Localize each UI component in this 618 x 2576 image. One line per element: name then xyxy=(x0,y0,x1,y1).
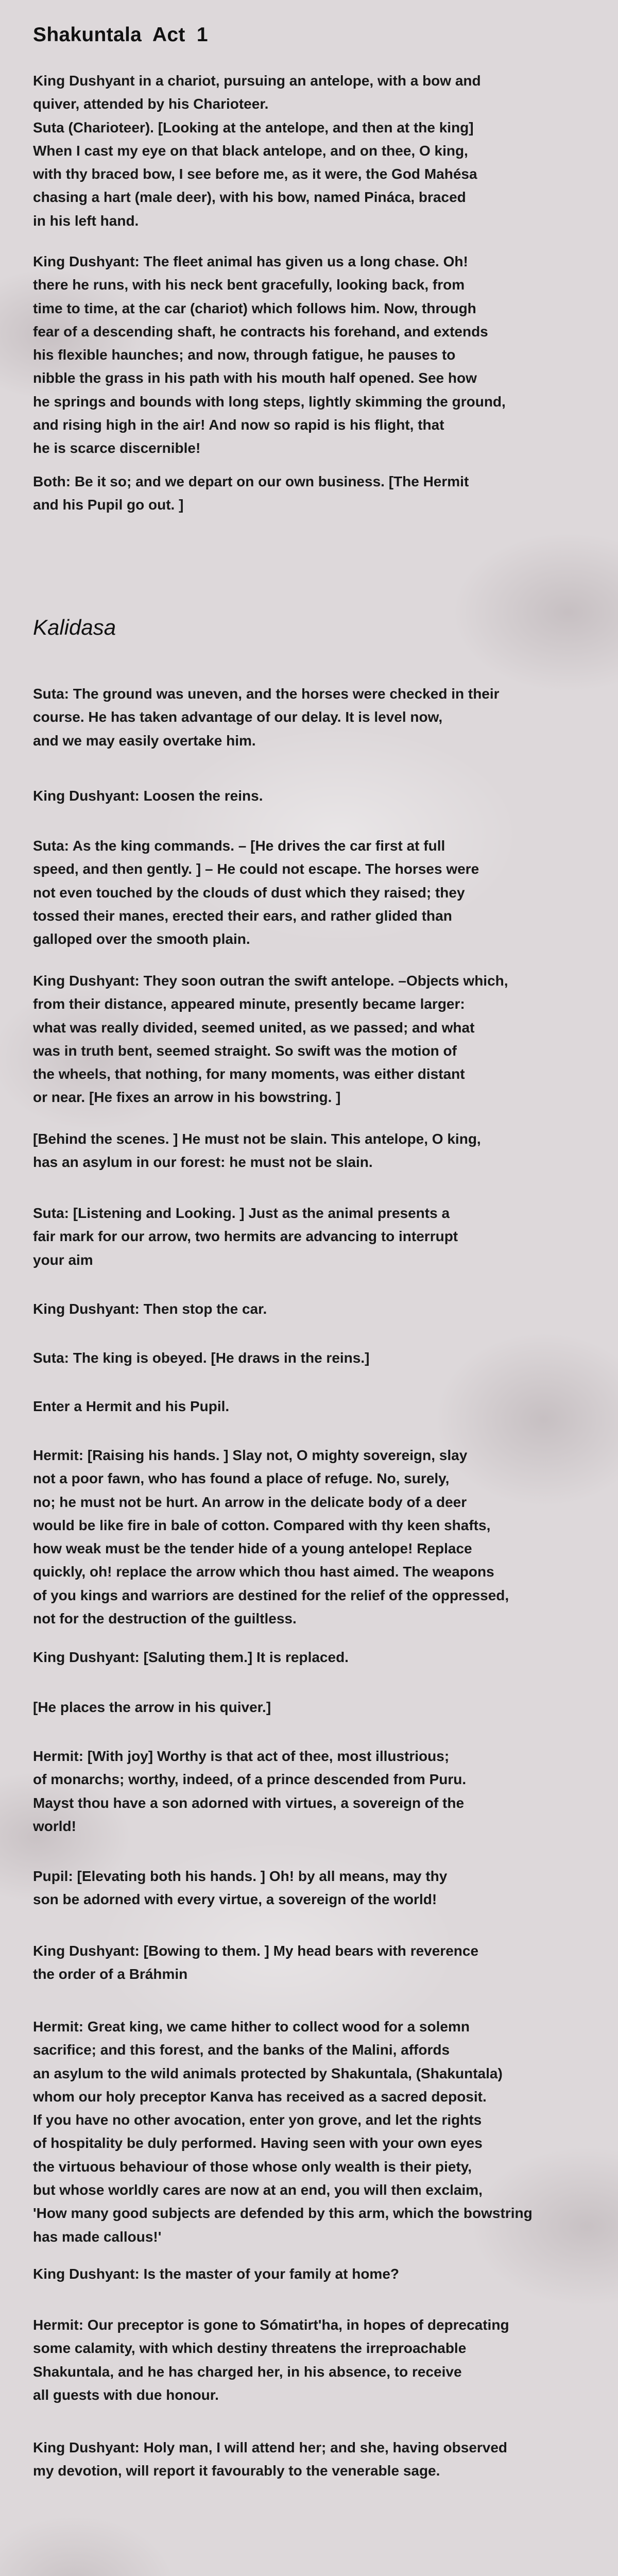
text-line: what was really divided, seemed united, as we passed; and what xyxy=(33,1019,475,1036)
text-line: was in truth bent, seemed straight. So swift was the motion of xyxy=(33,1042,457,1059)
paragraph xyxy=(33,2262,610,2285)
paragraph xyxy=(33,1297,610,1320)
text-line: has made callous!' xyxy=(33,2228,162,2245)
text-line: of you kings and warriors are destined for the relief of the oppressed, xyxy=(33,1587,509,1603)
paragraph xyxy=(33,69,610,232)
text-line: sacrifice; and this forest, and the banks of the Malini, affords xyxy=(33,2042,450,2058)
poem-title: Shakuntala Act 1 xyxy=(33,24,208,46)
text-line: all guests with due honour. xyxy=(33,2386,219,2403)
paragraph xyxy=(33,1444,610,1630)
text-line: world! xyxy=(33,1818,76,1834)
text-line: an asylum to the wild animals protected by Shakuntala, (Shakuntala) xyxy=(33,2065,503,2081)
text-line: quiver, attended by his Charioteer. xyxy=(33,96,269,112)
text-line: Suta: As the king commands. – [He drives the car first at full xyxy=(33,838,445,854)
text-line: your aim xyxy=(33,1251,93,1268)
paragraph xyxy=(33,2313,610,2406)
text-line: [Behind the scenes. ] He must not be slain. This antelope, O king, xyxy=(33,1131,481,1147)
text-line: in his left hand. xyxy=(33,212,139,229)
text-line: time to time, at the car (chariot) which follows him. Now, through xyxy=(33,300,476,316)
text-line: or near. [He fixes an arrow in his bowstring. ] xyxy=(33,1089,341,1106)
paragraph xyxy=(33,1744,610,1838)
text-line: no; he must not be hurt. An arrow in the delicate body of a deer xyxy=(33,1494,467,1510)
text-line: Mayst thou have a son adorned with virtues, a sovereign of the xyxy=(33,1794,465,1811)
text-line: of hospitality be duly performed. Having seen with your own eyes xyxy=(33,2135,483,2151)
text-line: King Dushyant in a chariot, pursuing an antelope, with a bow and xyxy=(33,73,481,89)
text-line: Both: Be it so; and we depart on our own business. [The Hermit xyxy=(33,473,469,489)
paragraph xyxy=(33,250,610,460)
text-line: has an asylum in our forest: he must not be slain. xyxy=(33,1154,373,1171)
text-line: [He places the arrow in his quiver.] xyxy=(33,1699,271,1715)
paragraph xyxy=(33,470,610,517)
text-line: Hermit: Our preceptor is gone to Sómatirt'ha, in hopes of deprecating xyxy=(33,2317,509,2333)
text-line: King Dushyant: The fleet animal has given us a long chase. Oh! xyxy=(33,253,468,269)
text-line: Suta: The ground was uneven, and the horses were checked in their xyxy=(33,686,500,702)
text-line: the virtuous behaviour of those whose only wealth is their piety, xyxy=(33,2158,472,2175)
text-line: my devotion, will report it favourably to the venerable sage. xyxy=(33,2463,440,2479)
text-line: Pupil: [Elevating both his hands. ] Oh! by all means, may thy xyxy=(33,1868,448,1884)
text-line: would be like fire in bale of cotton. Compared with thy keen shafts, xyxy=(33,1517,491,1533)
text-line: King Dushyant: They soon outran the swift antelope. –Objects which, xyxy=(33,973,508,989)
text-line: how weak must be the tender hide of a young antelope! Replace xyxy=(33,1540,472,1557)
paragraph xyxy=(33,1646,610,1669)
text-line: Hermit: [With joy] Worthy is that act of thee, most illustrious; xyxy=(33,1748,450,1764)
paragraph xyxy=(33,2436,610,2483)
text-line: Hermit: Great king, we came hither to collect wood for a solemn xyxy=(33,2019,470,2035)
paragraph xyxy=(33,682,610,752)
text-line: Hermit: [Raising his hands. ] Slay not, O mighty sovereign, slay xyxy=(33,1447,468,1463)
text-line: but whose worldly cares are now at an end, you will then exclaim, xyxy=(33,2182,483,2198)
text-line: King Dushyant: Loosen the reins. xyxy=(33,788,263,804)
text-line: not for the destruction of the guiltless. xyxy=(33,1611,297,1627)
text-line: quickly, oh! replace the arrow which thou hast aimed. The weapons xyxy=(33,1564,494,1580)
text-line: whom our holy preceptor Kanva has received as a sacred deposit. xyxy=(33,2088,487,2105)
paragraph xyxy=(33,784,610,807)
text-line: Shakuntala, and he has charged her, in his absence, to receive xyxy=(33,2363,462,2380)
text-line: from their distance, appeared minute, presently became larger: xyxy=(33,996,465,1012)
text-line: son be adorned with every virtue, a sovereign of the world! xyxy=(33,1891,437,1908)
text-line: he springs and bounds with long steps, lightly skimming the ground, xyxy=(33,393,506,410)
text-line: 'How many good subjects are defended by this arm, which the bowstring xyxy=(33,2205,533,2222)
paragraph xyxy=(33,1395,610,1418)
text-line: some calamity, with which destiny threatens the irreproachable xyxy=(33,2340,467,2357)
text-line: Suta (Charioteer). [Looking at the antelope, and then at the king] xyxy=(33,119,474,135)
text-line: tossed their manes, erected their ears, and rather glided than xyxy=(33,907,452,924)
text-line: chasing a hart (male deer), with his bow, named Pináca, braced xyxy=(33,189,466,206)
text-line: King Dushyant: [Saluting them.] It is replaced. xyxy=(33,1649,349,1665)
text-line: the wheels, that nothing, for many moments, was either distant xyxy=(33,1066,465,1082)
author-name: Kalidasa xyxy=(33,615,116,639)
paragraph xyxy=(33,969,610,1109)
text-line: Suta: The king is obeyed. [He draws in the reins.] xyxy=(33,1350,370,1366)
paragraph xyxy=(33,1696,610,1719)
text-line: of monarchs; worthy, indeed, of a prince descended from Puru. xyxy=(33,1771,467,1788)
text-line: King Dushyant: Holy man, I will attend her; and she, having observed xyxy=(33,2439,508,2455)
paragraph xyxy=(33,1939,610,1986)
text-line: there he runs, with his neck bent gracefully, looking back, from xyxy=(33,277,465,293)
paragraph xyxy=(33,1346,610,1369)
paragraph xyxy=(33,1127,610,1174)
paragraph xyxy=(33,834,610,951)
text-line: Suta: [Listening and Looking. ] Just as the animal presents a xyxy=(33,1205,450,1221)
text-line: King Dushyant: [Bowing to them. ] My head bears with reverence xyxy=(33,1943,479,1959)
text-line: his flexible haunches; and now, through fatigue, he pauses to xyxy=(33,347,456,363)
text-line: King Dushyant: Then stop the car. xyxy=(33,1301,267,1317)
text-line: not even touched by the clouds of dust which they raised; they xyxy=(33,884,465,901)
paragraph xyxy=(33,2015,610,2248)
text-line: and rising high in the air! And now so rapid is his flight, that xyxy=(33,417,444,433)
text-line: and we may easily overtake him. xyxy=(33,732,256,749)
text-line: course. He has taken advantage of our delay. It is level now, xyxy=(33,709,443,725)
text-line: not a poor fawn, who has found a place of refuge. No, surely, xyxy=(33,1470,450,1487)
text-line: and his Pupil go out. ] xyxy=(33,497,184,513)
text-line: speed, and then gently. ] – He could not escape. The horses were xyxy=(33,861,479,877)
text-line: Enter a Hermit and his Pupil. xyxy=(33,1398,230,1414)
text-line: nibble the grass in his path with his mouth half opened. See how xyxy=(33,370,477,386)
paragraph xyxy=(33,1865,610,1911)
text-line: the order of a Bráhmin xyxy=(33,1966,188,1982)
text-line: If you have no other avocation, enter yon grove, and let the rights xyxy=(33,2112,482,2128)
text-line: he is scarce discernible! xyxy=(33,440,201,456)
text-line: fear of a descending shaft, he contracts his forehand, and extends xyxy=(33,323,488,340)
text-line: galloped over the smooth plain. xyxy=(33,931,250,947)
text-line: King Dushyant: Is the master of your family at home? xyxy=(33,2266,400,2282)
paragraph xyxy=(33,1201,610,1272)
text-line: fair mark for our arrow, two hermits are advancing to interrupt xyxy=(33,1228,458,1245)
text-line: with thy braced bow, I see before me, as it were, the God Mahésa xyxy=(33,166,477,182)
text-line: When I cast my eye on that black antelope, and on thee, O king, xyxy=(33,142,468,159)
